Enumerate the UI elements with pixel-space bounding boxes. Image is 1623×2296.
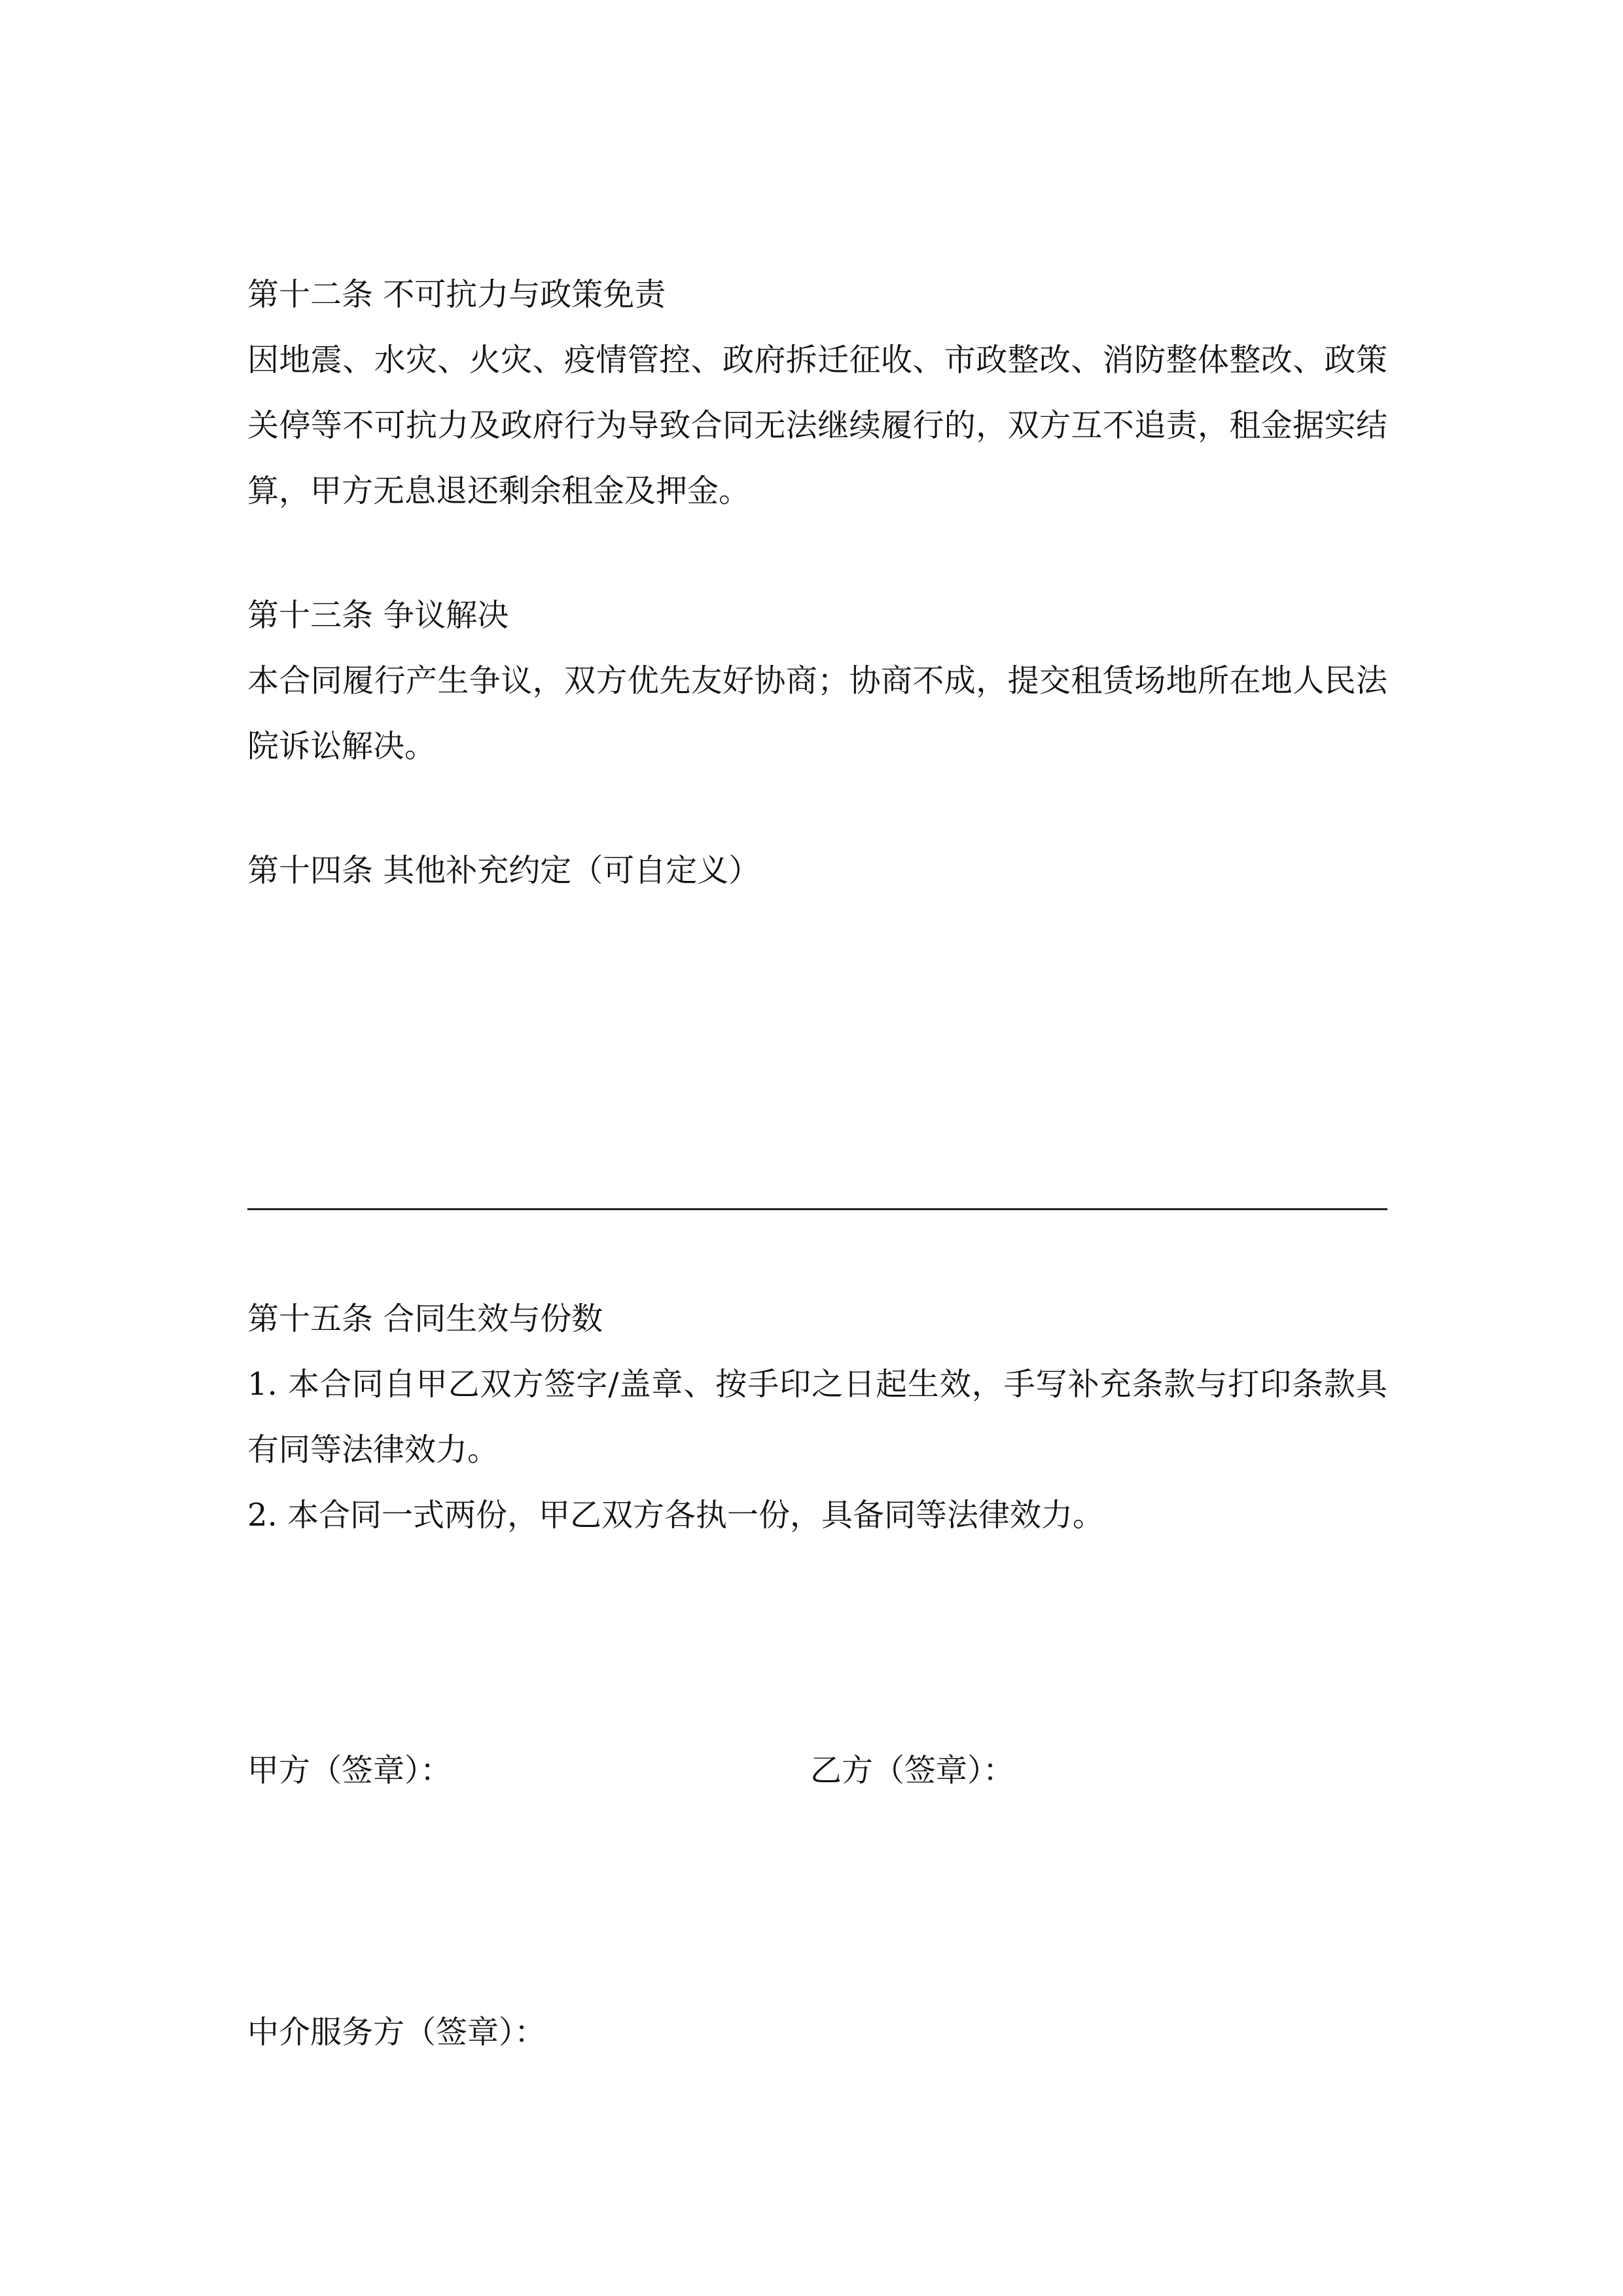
agent-signature-label: 中介服务方（签章）： bbox=[247, 2014, 546, 2051]
party-b-signature-label: 乙方（签章）： bbox=[810, 1752, 1015, 1789]
article-14-heading: 第十四条 其他补充约定（可自定义） bbox=[247, 852, 760, 889]
party-a-signature-label: 甲方（签章）： bbox=[247, 1752, 452, 1789]
article-12-body: 因地震、水灾、火灾、疫情管控、政府拆迁征收、市政整改、消防整体整改、政策关停等不可抗力及政府行为导致合同无法继续履行的，双方互不追责，租金据实结算，甲方无息退还剩余租金及押金。 bbox=[247, 342, 1387, 509]
article-13-heading: 第十三条 争议解决 bbox=[247, 597, 509, 634]
article-15-item-2: 2. 本合同一式两份，甲乙双方各执一份，具备同等法律效力。 bbox=[247, 1497, 1105, 1534]
article-12-heading: 第十二条 不可抗力与政策免责 bbox=[247, 276, 666, 313]
article-15-item-1: 1. 本合同自甲乙双方签字/盖章、按手印之日起生效，手写补充条款与打印条款具有同等法律效力。 bbox=[247, 1366, 1387, 1468]
article-15-heading: 第十五条 合同生效与份数 bbox=[247, 1300, 603, 1337]
article-13-body: 本合同履行产生争议，双方优先友好协商；协商不成，提交租赁场地所在地人民法院诉讼解决。 bbox=[247, 662, 1387, 764]
supplement-write-line bbox=[247, 1208, 1387, 1210]
